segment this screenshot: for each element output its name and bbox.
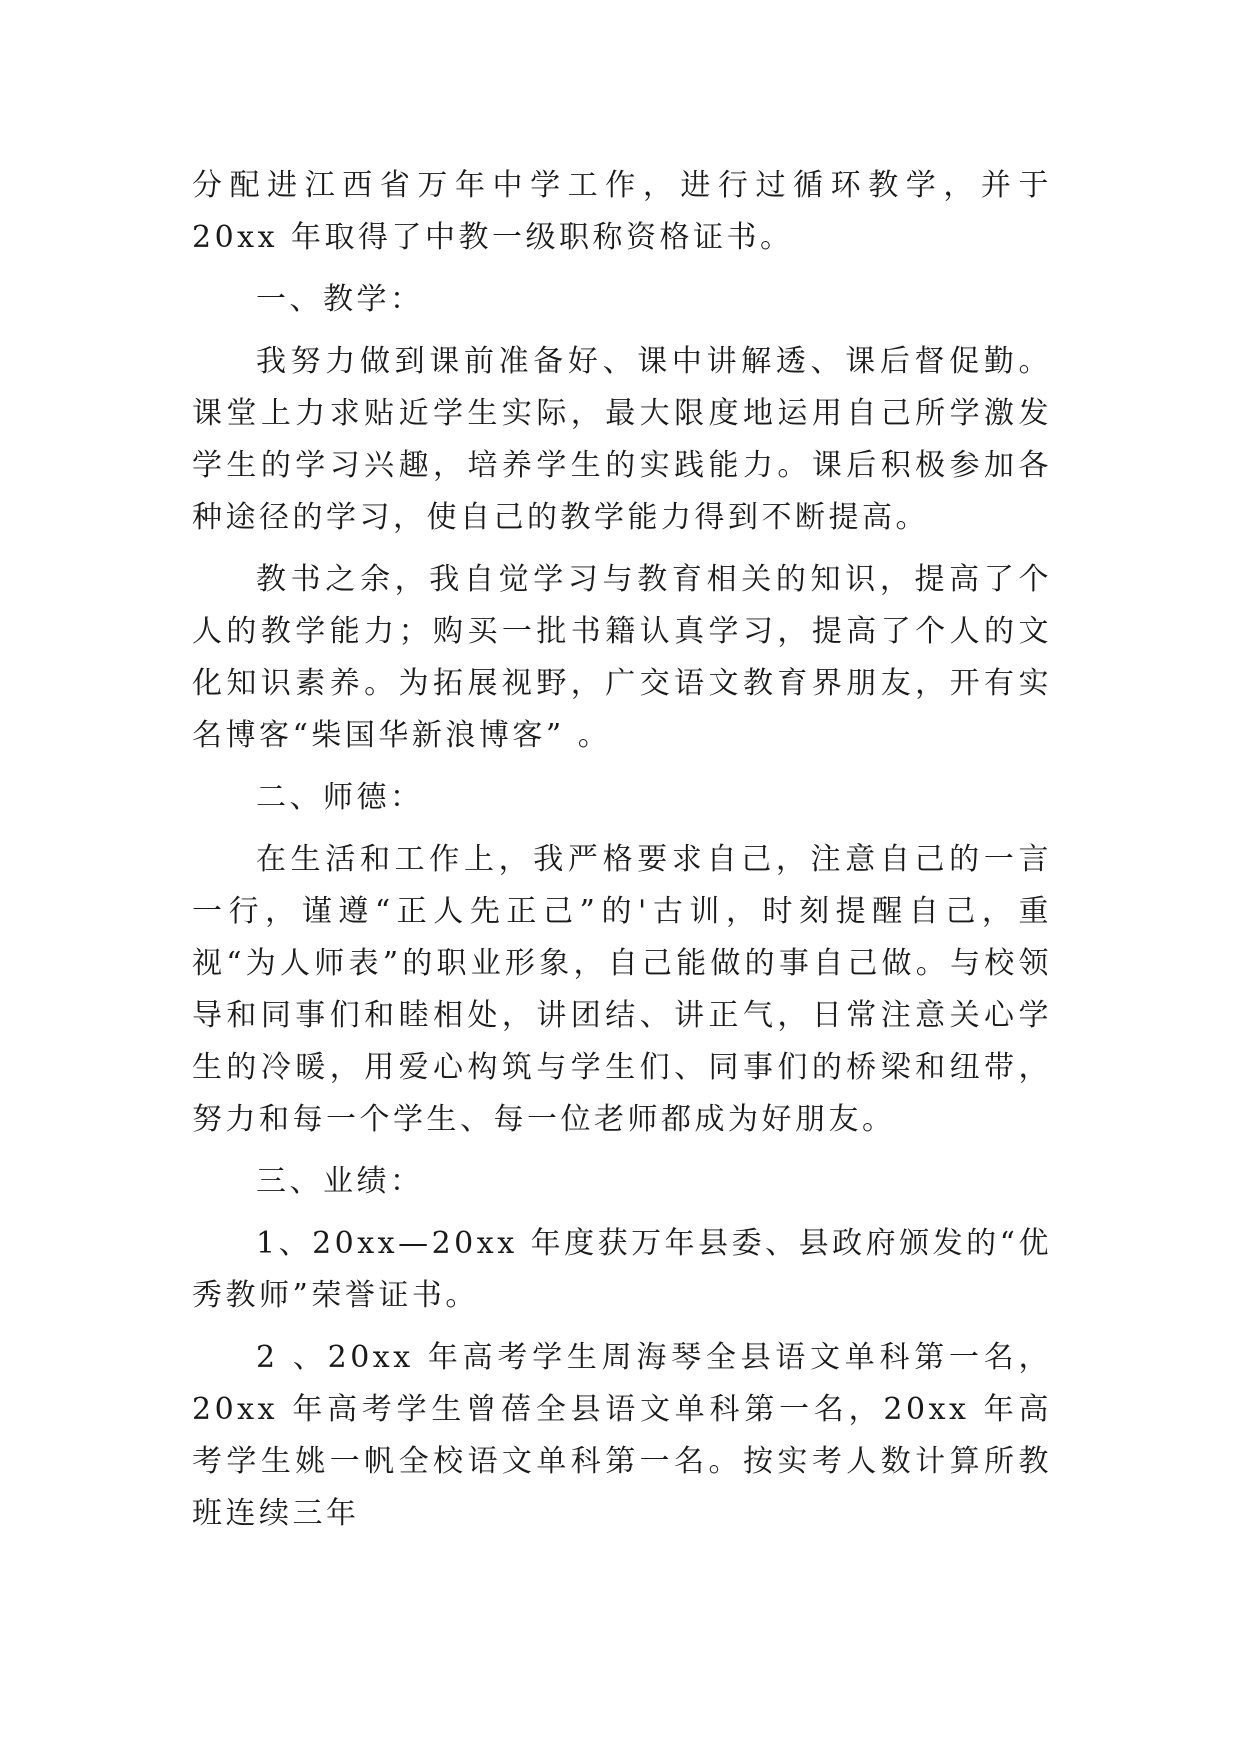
- section-heading-ethics: 二、师德：: [256, 780, 424, 815]
- paragraph-intro: 分配进江西省万年中学工作，进行过循环教学，并于 20xx 年取得了中教一级职称资格证书。: [192, 168, 1052, 255]
- section-heading-achievements: 三、业绩：: [256, 1164, 424, 1199]
- section-heading-teaching: 一、教学：: [256, 282, 424, 317]
- paragraph-teaching-2: 教书之余，我自觉学习与教育相关的知识，提高了个人的教学能力；购买一批书籍认真学习，提高了个人的文化知识素养。为拓展视野，广交语文教育界朋友，开有实名博客“柴国华新浪博客” 。: [192, 562, 1052, 753]
- paragraph-achievement-1: 1、20xx—20xx 年度获万年县委、县政府颁发的“优秀教师”荣誉证书。: [192, 1226, 1052, 1313]
- paragraph-ethics: 在生活和工作上，我严格要求自己，注意自己的一言一行，谨遵“正人先正己”的'古训，时刻提醒自己，重视“为人师表”的职业形象，自己能做的事自己做。与校领导和同事们和睦相处，讲团结、讲正气，日常注意关心学生的冷暖，用爱心构筑与学生们、同事们的桥梁和纽带，努力和每一个学生、每一位老师都成为好朋友。: [192, 842, 1052, 1137]
- document-page: [192, 160, 1052, 1540]
- paragraph-achievement-2: 2 、20xx 年高考学生周海琴全县语文单科第一名，20xx 年高考学生曾蓓全县语文单科第一名，20xx 年高考学生姚一帆全校语文单科第一名。按实考人数计算所教班连续三年: [192, 1340, 1052, 1531]
- paragraph-teaching-1: 我努力做到课前准备好、课中讲解透、课后督促勤。课堂上力求贴近学生实际，最大限度地运用自己所学激发学生的学习兴趣，培养学生的实践能力。课后积极参加各种途径的学习，使自己的教学能力得到不断提高。: [192, 344, 1052, 535]
